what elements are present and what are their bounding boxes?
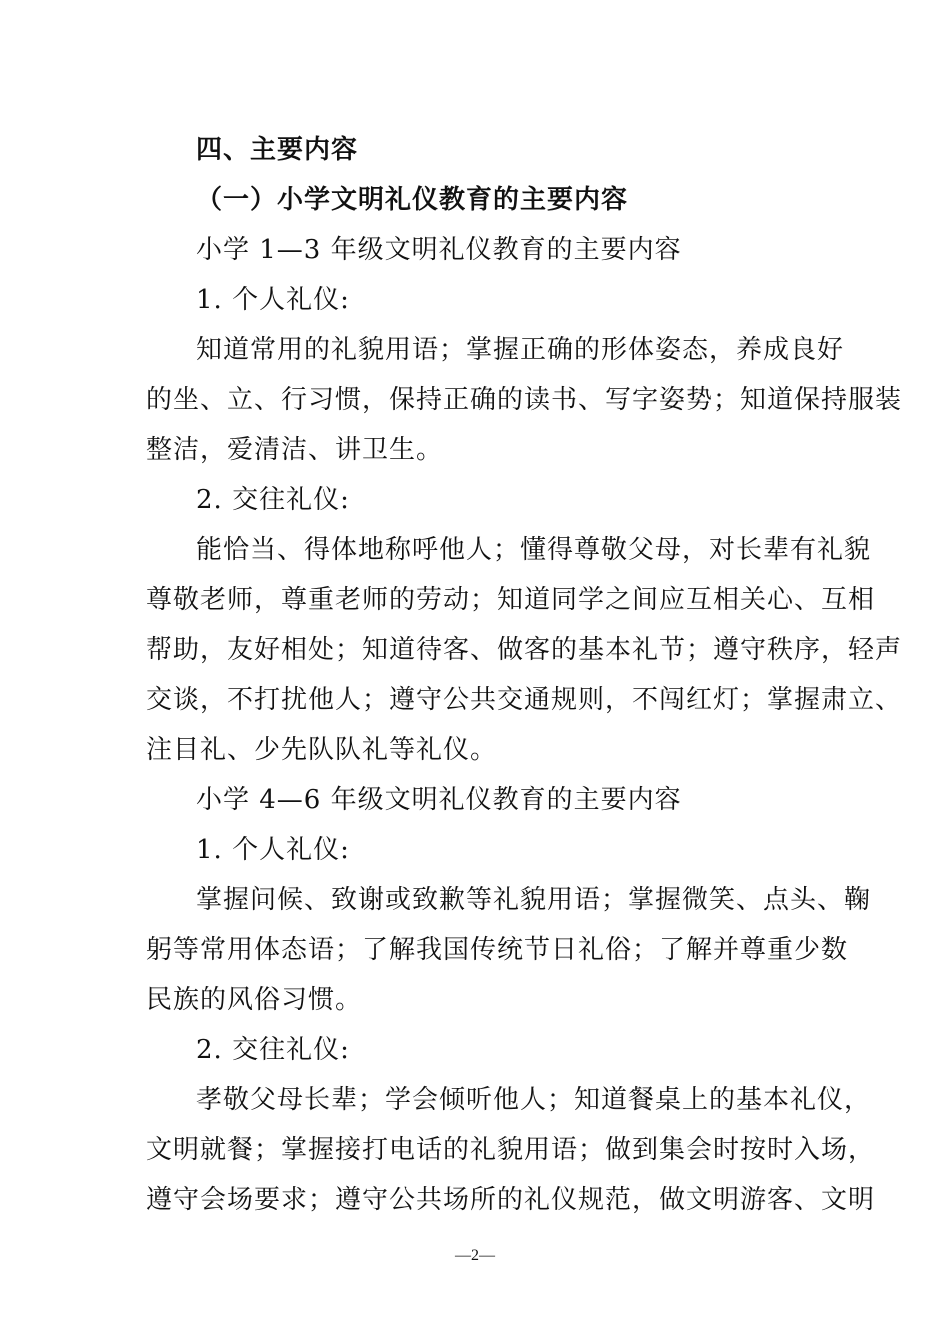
- grade-1-3-social-line-3: 帮助，友好相处；知道待客、做客的基本礼节；遵守秩序，轻声: [146, 635, 903, 665]
- grade-4-6-social-line-1: 孝敬父母长辈；学会倾听他人；知道餐桌上的基本礼仪，: [196, 1085, 872, 1115]
- subsection-heading: （一）小学文明礼仪教育的主要内容: [196, 185, 629, 215]
- page-number: —2—: [455, 1247, 495, 1264]
- section-heading: 四、主要内容: [196, 135, 359, 165]
- grade-1-3-social-line-1: 能恰当、得体地称呼他人；懂得尊敬父母，对长辈有礼貌: [196, 535, 872, 565]
- grade-4-6-personal-line-2: 躬等常用体态语；了解我国传统节日礼俗；了解并尊重少数: [146, 935, 849, 965]
- grade-4-6-personal-label: 1. 个人礼仪:: [196, 835, 350, 865]
- grade-1-3-social-line-5: 注目礼、少先队队礼等礼仪。: [146, 735, 498, 765]
- grade-4-6-personal-line-3: 民族的风俗习惯。: [146, 985, 363, 1015]
- grade-1-3-title: 小学 1—3 年级文明礼仪教育的主要内容: [196, 235, 682, 265]
- grade-1-3-personal-line-1: 知道常用的礼貌用语；掌握正确的形体姿态，养成良好: [196, 335, 845, 365]
- grade-1-3-personal-line-2: 的坐、立、行习惯，保持正确的读书、写字姿势；知道保持服装: [146, 385, 903, 415]
- grade-1-3-social-label: 2. 交往礼仪:: [196, 485, 350, 515]
- grade-4-6-social-line-3: 遵守会场要求；遵守公共场所的礼仪规范，做文明游客、文明: [146, 1185, 876, 1215]
- grade-4-6-title: 小学 4—6 年级文明礼仪教育的主要内容: [196, 785, 682, 815]
- grade-1-3-social-line-4: 交谈，不打扰他人；遵守公共交通规则，不闯红灯；掌握肃立、: [146, 685, 903, 715]
- grade-1-3-personal-label: 1. 个人礼仪:: [196, 285, 350, 315]
- grade-1-3-personal-line-3: 整洁，爱清洁、讲卫生。: [146, 435, 444, 465]
- grade-4-6-social-label: 2. 交往礼仪:: [196, 1035, 350, 1065]
- grade-4-6-personal-line-1: 掌握问候、致谢或致歉等礼貌用语；掌握微笑、点头、鞠: [196, 885, 872, 915]
- grade-1-3-social-line-2: 尊敬老师，尊重老师的劳动；知道同学之间应互相关心、互相: [146, 585, 876, 615]
- grade-4-6-social-line-2: 文明就餐；掌握接打电话的礼貌用语；做到集会时按时入场，: [146, 1135, 876, 1165]
